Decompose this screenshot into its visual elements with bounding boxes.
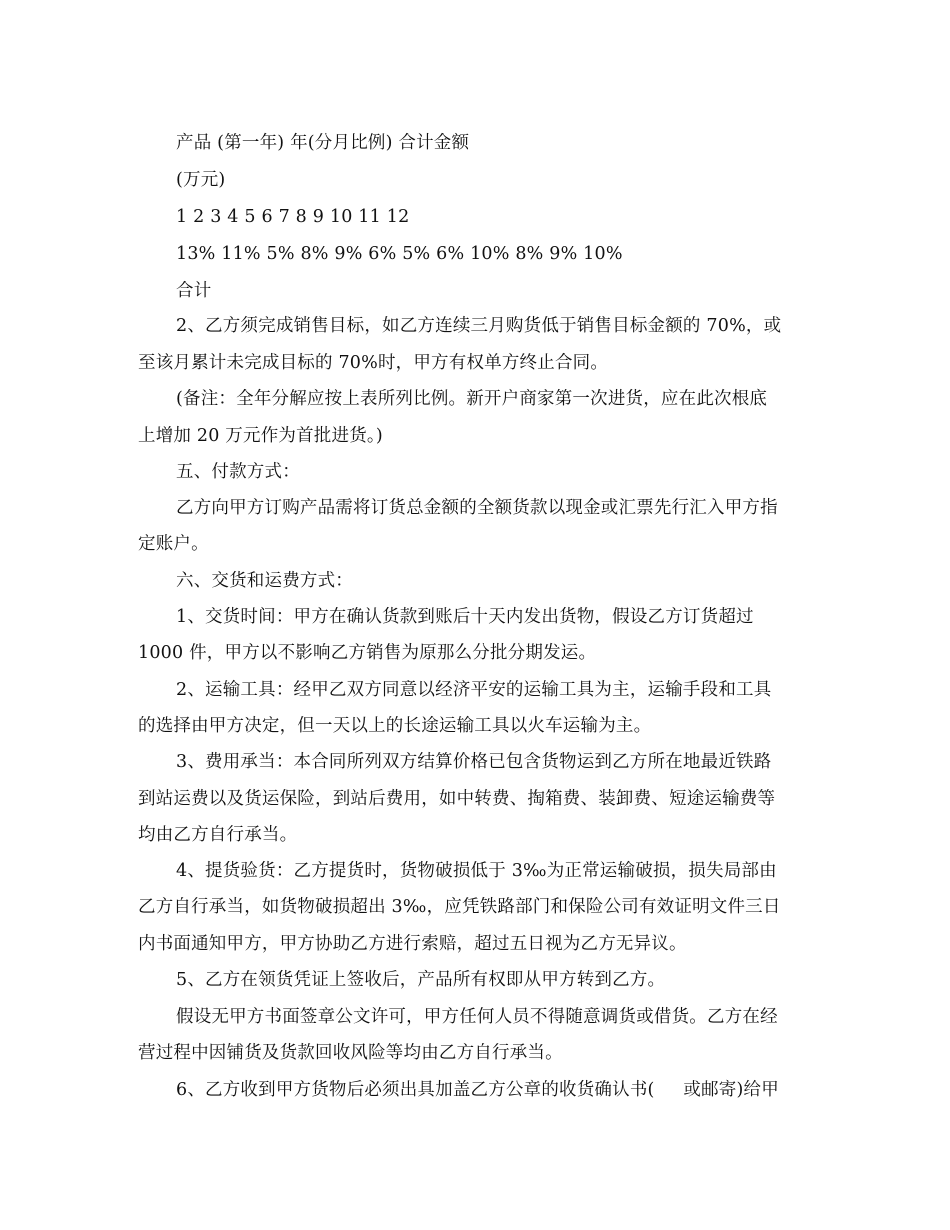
ownership-transfer-line: 5、乙方在领货凭证上签收后，产品所有权即从甲方转到乙方。 xyxy=(176,970,666,990)
inspection-line-2: 乙方自行承当，如货物破损超出 3‰，应凭铁路部门和保险公司有效证明文件三日 xyxy=(138,897,781,917)
payment-paragraph-line-2: 定账户。 xyxy=(138,534,209,554)
sales-target-paragraph-line-2: 至该月累计未完成目标的 70%时，甲方有权单方终止合同。 xyxy=(138,353,609,373)
remark-paragraph-line-2: 上增加 20 万元作为首批进货。) xyxy=(138,426,383,446)
goods-transfer-policy-line-2: 营过程中因铺货及货款回收风险等均由乙方自行承当。 xyxy=(138,1043,563,1063)
goods-transfer-policy-line-1: 假设无甲方书面签章公文许可，甲方任何人员不得随意调货或借货。乙方在经 xyxy=(176,1007,778,1027)
delivery-time-line-1: 1、交货时间：甲方在确认货款到账后十天内发出货物，假设乙方订货超过 xyxy=(176,607,754,627)
inspection-line-3: 内书面通知甲方，甲方协助乙方进行索赔，超过五日视为乙方无异议。 xyxy=(138,934,687,954)
cost-bearing-line-1: 3、费用承当：本合同所列双方结算价格已包含货物运到乙方所在地最近铁路 xyxy=(176,752,772,772)
cost-bearing-line-2: 到站运费以及货运保险，到站后费用，如中转费、掏箱费、装卸费、短途运输费等 xyxy=(138,789,776,809)
inspection-line-1: 4、提货验货：乙方提货时，货物破损低于 3‰为正常运输破损，损失局部由 xyxy=(176,861,777,881)
remark-paragraph-line-1: (备注：全年分解应按上表所列比例。新开户商家第一次进货，应在此次根底 xyxy=(176,389,768,409)
sales-target-paragraph-line-1: 2、乙方须完成销售目标，如乙方连续三月购货低于销售目标金额的 70%，或 xyxy=(176,316,782,336)
payment-paragraph-line-1: 乙方向甲方订购产品需将订货总金额的全额货款以现金或汇票先行汇入甲方指 xyxy=(176,498,778,518)
transport-tools-line-2: 的选择由甲方决定，但一天以上的长途运输工具以火车运输为主。 xyxy=(138,716,652,736)
receipt-confirmation-line: 6、乙方收到甲方货物后必须出具加盖乙方公章的收货确认书( 或邮寄)给甲 xyxy=(176,1080,779,1100)
transport-tools-line-1: 2、运输工具：经甲乙双方同意以经济平安的运输工具为主，运输手段和工具 xyxy=(176,680,772,700)
table-total-line: 合计 xyxy=(176,281,212,301)
table-month-numbers: 1 2 3 4 5 6 7 8 9 10 11 12 xyxy=(176,207,410,227)
cost-bearing-line-3: 均由乙方自行承当。 xyxy=(138,825,298,845)
table-unit-line: (万元) xyxy=(176,170,226,190)
table-month-ratios: 13% 11% 5% 8% 9% 6% 5% 6% 10% 8% 9% 10% xyxy=(176,244,623,264)
payment-section-heading: 五、付款方式： xyxy=(176,462,300,482)
delivery-section-heading: 六、交货和运费方式： xyxy=(176,571,353,591)
table-header-line: 产品 (第一年) 年(分月比例) 合计金额 xyxy=(176,133,470,153)
delivery-time-line-2: 1000 件，甲方以不影响乙方销售为原那么分批分期发运。 xyxy=(138,643,597,663)
